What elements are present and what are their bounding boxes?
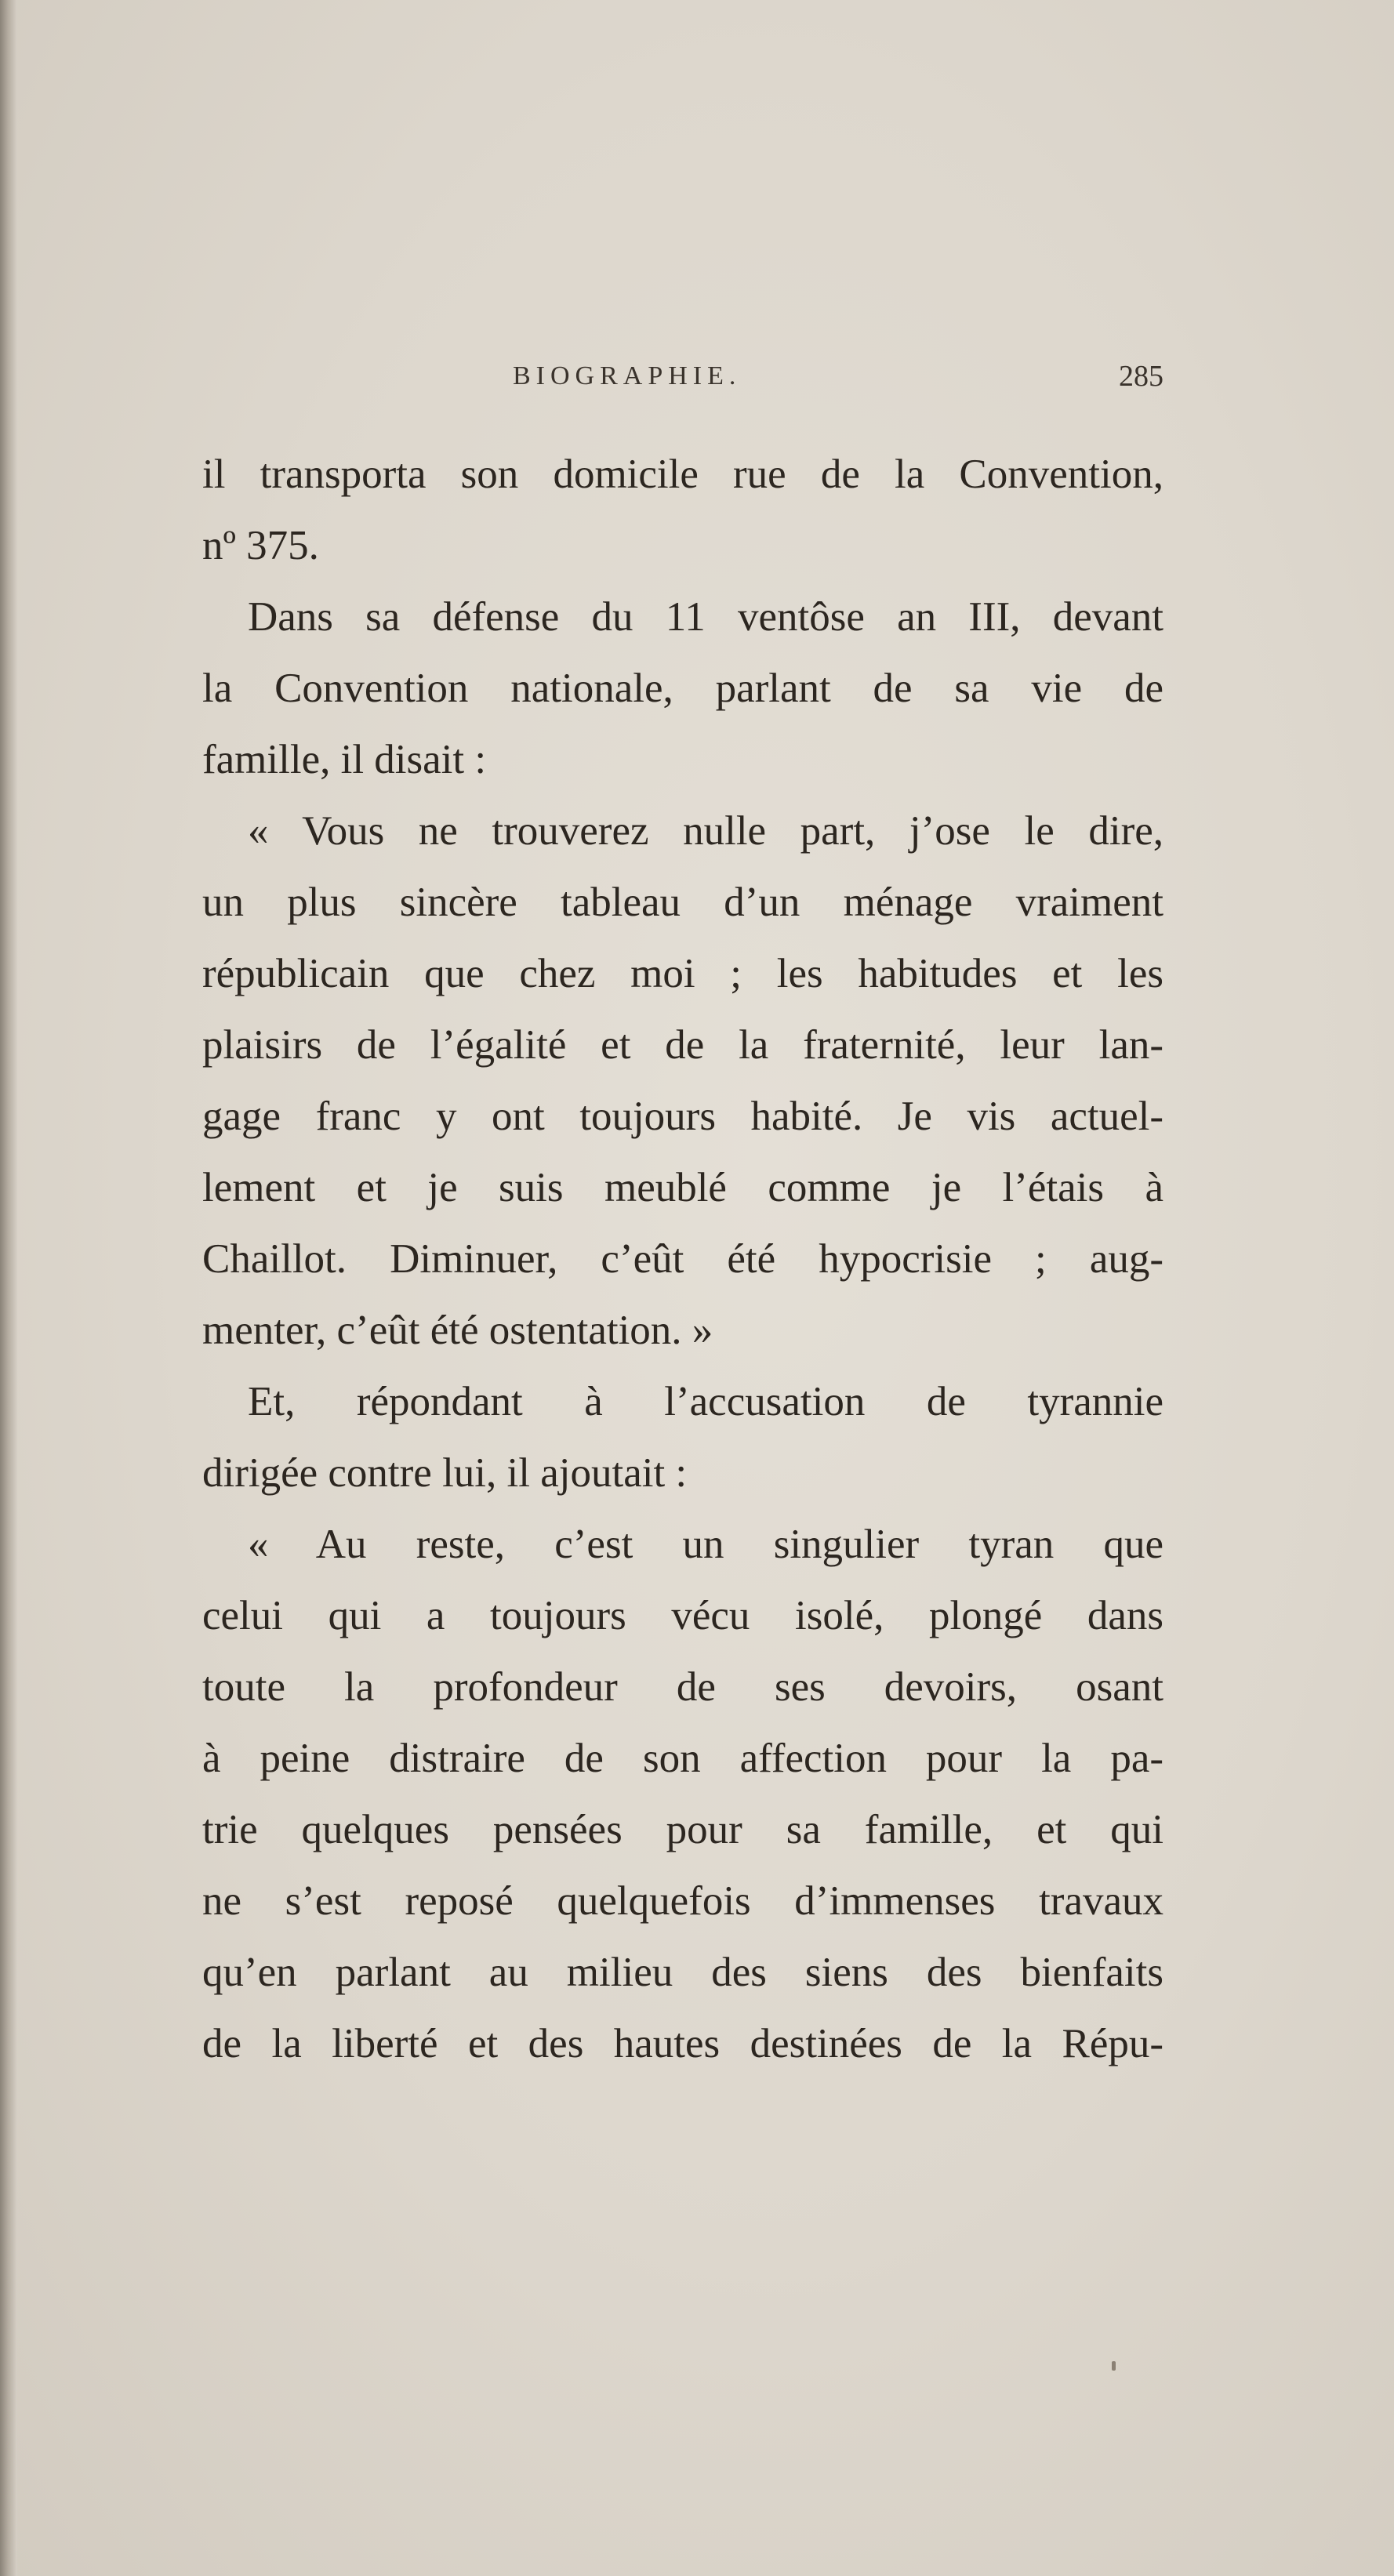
text-line: menter, c’eût été ostentation. » bbox=[202, 1308, 713, 1353]
text-line: qu’en parlant au milieu des siens des bienfaits bbox=[202, 1950, 1163, 1995]
text-line: Et, répondant à l’accusation de tyrannie bbox=[248, 1379, 1163, 1424]
text-line: Chaillot. Diminuer, c’eût été hypocrisie ; aug- bbox=[202, 1236, 1163, 1282]
running-title: BIOGRAPHIE. bbox=[513, 361, 742, 390]
paper-speck bbox=[1112, 2361, 1116, 2371]
text-line: Dans sa défense du 11 ventôse an III, devant bbox=[248, 594, 1163, 640]
text-line: « Au reste, c’est un singulier tyran que bbox=[248, 1522, 1163, 1567]
text-line: toute la profondeur de ses devoirs, osant bbox=[202, 1664, 1163, 1710]
text-line: « Vous ne trouverez nulle part, j’ose le dire, bbox=[248, 808, 1163, 854]
text-line: gage franc y ont toujours habité. Je vis actuel- bbox=[202, 1094, 1163, 1139]
text-line: la Convention nationale, parlant de sa vie de bbox=[202, 666, 1163, 711]
text-line: trie quelques pensées pour sa famille, et qui bbox=[202, 1807, 1163, 1852]
text-line: ne s’est reposé quelquefois d’immenses travaux bbox=[202, 1878, 1163, 1924]
text-line: de la liberté et des hautes destinées de la Répu- bbox=[202, 2021, 1163, 2066]
page-binding-edge bbox=[0, 0, 17, 2576]
text-line: famille, il disait : bbox=[202, 737, 487, 782]
text-line: un plus sincère tableau d’un ménage vraiment bbox=[202, 880, 1163, 925]
text-line: il transporta son domicile rue de la Convention, bbox=[202, 452, 1163, 497]
text-line: républicain que chez moi ; les habitudes et les bbox=[202, 951, 1163, 996]
page-number: 285 bbox=[1119, 360, 1163, 393]
page-header bbox=[202, 357, 1163, 396]
text-line: dirigée contre lui, il ajoutait : bbox=[202, 1450, 688, 1496]
text-line: lement et je suis meublé comme je l’étais à bbox=[202, 1165, 1163, 1210]
text-line: celui qui a toujours vécu isolé, plongé dans bbox=[202, 1593, 1163, 1638]
body-text bbox=[202, 439, 1163, 2080]
text-line: nº 375. bbox=[202, 523, 319, 568]
text-line: plaisirs de l’égalité et de la fraternité, leur lan- bbox=[202, 1022, 1163, 1068]
text-line: à peine distraire de son affection pour la pa- bbox=[202, 1736, 1163, 1781]
